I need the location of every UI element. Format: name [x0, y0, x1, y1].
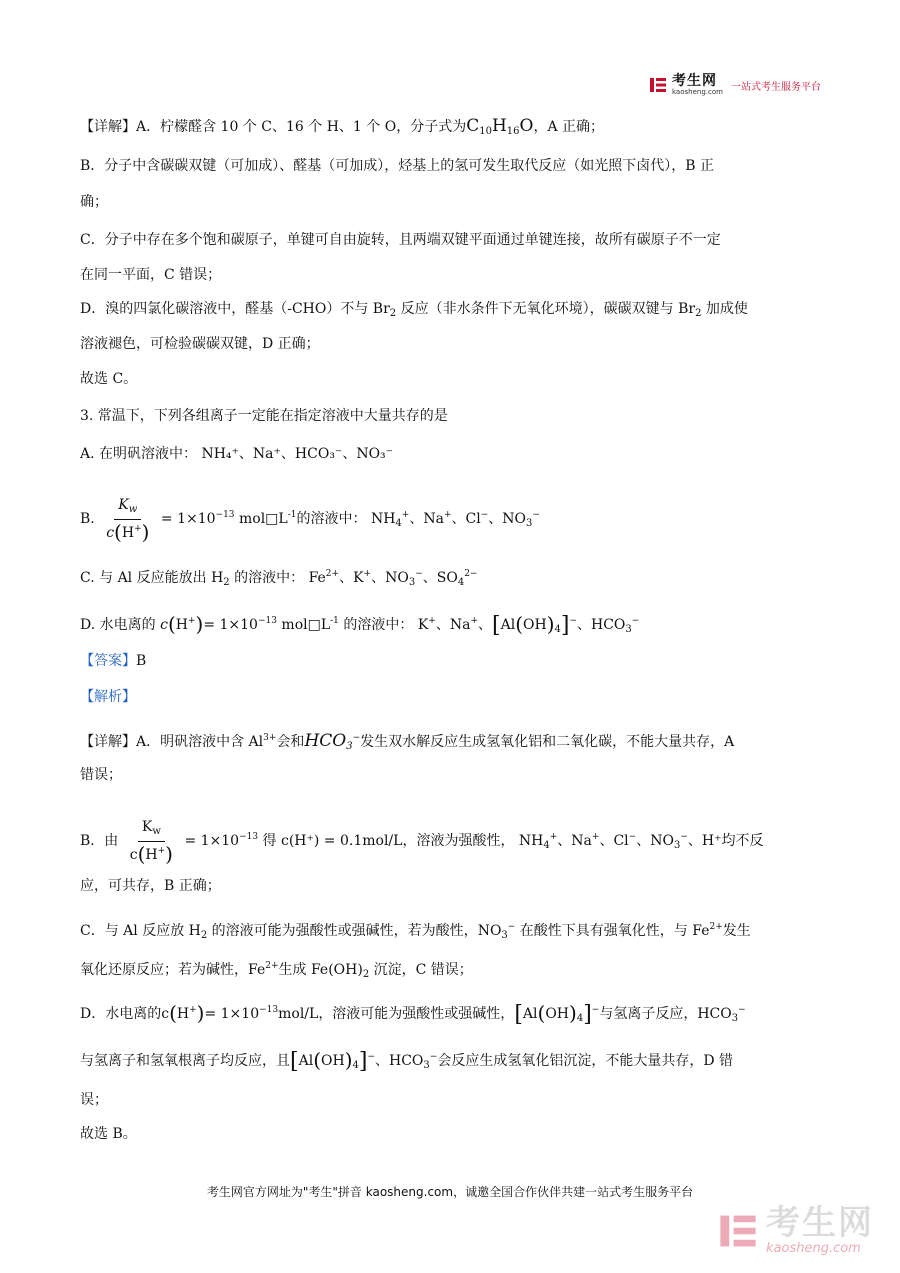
- q3-stem: 3. 常温下，下列各组离子一定能在指定溶液中大量共存的是: [80, 408, 448, 424]
- q3-conclusion: 故选 B。: [80, 1126, 137, 1142]
- q3-detail-d1: D．水电离的$c(H^+)= 1\times 10^{-13}mol/L$，溶液可能为强酸性或强碱性，$[Al(OH)_4]^-$与氢离子反应，$HCO_3^-$: [80, 1001, 746, 1027]
- q3-detail-c2: 氧化还原反应；若为碱性，$Fe^{2+}$生成 $Fe(OH)_2$ 沉淀，C 错误；: [80, 961, 473, 980]
- q3-answer: 【答案】B: [80, 653, 147, 669]
- q3-detail-b1: B．由 $\frac{K_w}{c(H^+)}$ = $1\times 10^{-13}$ 得 c(H⁺) = 0.1mol/L，溶液为强酸性， $NH_4^+$、Na+、Cl−、$NO_3^-$、H⁺均不反: [80, 819, 764, 866]
- q2-detail-d2: 溶液褪色，可检验碳碳双键，D 正确；: [80, 336, 320, 352]
- q3-option-a: A. 在明矾溶液中： NH₄⁺、Na⁺、HCO₃⁻、NO₃⁻: [80, 446, 394, 462]
- q3-detail-d2: 与氢离子和氢氧根离子均反应，且$[Al(OH)_4]^-$、$HCO_3^-$会反应生成氢氧化铝沉淀，不能大量共存，D 错: [80, 1048, 734, 1074]
- logo-cn: 考生网: [672, 73, 717, 89]
- q2-detail-a: 【详解】A．柠檬醛含 10 个 C、16 个 H、1 个 O，分子式为$C_{10}H_{16}O$，A 正确；: [80, 116, 605, 137]
- watermark: [716, 1203, 874, 1256]
- q3-detail-d3: 误；: [80, 1092, 108, 1108]
- q3-option-b: B. $\frac{K_w}{c(H^+)}$ = $1\times 10^{-13}$ $mol□L^{-1}$的溶液中： $NH_4^+$、Na+、Cl−、$NO_3^-$: [80, 497, 540, 544]
- q3-detail-b2: 应，可共存，B 正确；: [80, 878, 221, 894]
- q3-option-c: C. 与 Al 反应能放出 $H_2$ 的溶液中： $Fe^{2+}$、K+、$NO_3^-$、$SO_4^{2-}$: [80, 569, 478, 588]
- q2-detail-b1: B．分子中含碳碳双键（可加成）、醛基（可加成），烃基上的氢可发生取代反应（如光照下卤代），B 正: [80, 158, 715, 174]
- q2-detail-b2: 确；: [80, 194, 108, 210]
- kw-over-ch-fraction-2: $\frac{K_w}{c(H^+)}$: [129, 819, 173, 866]
- q3-detail-c1: C．与 Al 反应放 $H_2$ 的溶液可能为强酸性或强碱性，若为酸性，$NO_3^-$ 在酸性下具有强氧化性，与 $Fe^{2+}$发生: [80, 922, 751, 941]
- watermark-logo-icon: [716, 1209, 760, 1253]
- logo-slogan: 一站式考生服务平台: [730, 81, 821, 93]
- q2-detail-c2: 在同一平面，C 错误；: [80, 267, 222, 283]
- watermark-cn: 考生网: [766, 1203, 874, 1243]
- formula-c10h16o: $C_{10}H_{16}O$: [466, 116, 534, 137]
- kaosheng-logo-icon: [648, 75, 668, 95]
- q2-detail-d1: D．溴的四氯化碳溶液中，醛基（-CHO）不与 $Br_2$ 反应（非水条件下无氧化环境），碳碳双键与 $Br_2$ 加成使: [80, 301, 748, 319]
- option-a-ions: NH₄⁺、Na⁺、HCO₃⁻、NO₃⁻: [201, 446, 394, 462]
- kw-over-ch-fraction: $\frac{K_w}{c(H^+)}$: [106, 497, 150, 544]
- q2-detail-c1: C．分子中存在多个饱和碳原子，单键可自由旋转，且两端双键平面通过单键连接，故所有碳原子不一定: [80, 232, 721, 248]
- q3-detail-a1: 【详解】A．明矾溶液中含 $Al^{3+}$会和$HCO_3^-$发生双水解反应生成氢氧化铝和二氧化碳，不能大量共存，A: [80, 731, 735, 752]
- logo-en: kaosheng.com: [672, 88, 723, 96]
- footer-text: 考生网官方网址为"考生"拼音 kaosheng.com，诚邀全国合作伙伴共建一站式考生服务平台: [206, 1185, 694, 1199]
- watermark-en: kaosheng.com: [766, 1241, 861, 1256]
- q3-analysis-label: 【解析】: [80, 689, 136, 705]
- header-brand: [648, 72, 821, 98]
- q2-conclusion: 故选 C。: [80, 371, 138, 387]
- q3-option-d: D. 水电离的 $c(H^+)= 1\times 10^{-13}$ $mol□L^{-1}$ 的溶液中： K+、Na+、$[Al(OH)_4]^-$、$HCO_3^-$: [80, 612, 640, 638]
- q3-detail-a2: 错误；: [80, 767, 122, 783]
